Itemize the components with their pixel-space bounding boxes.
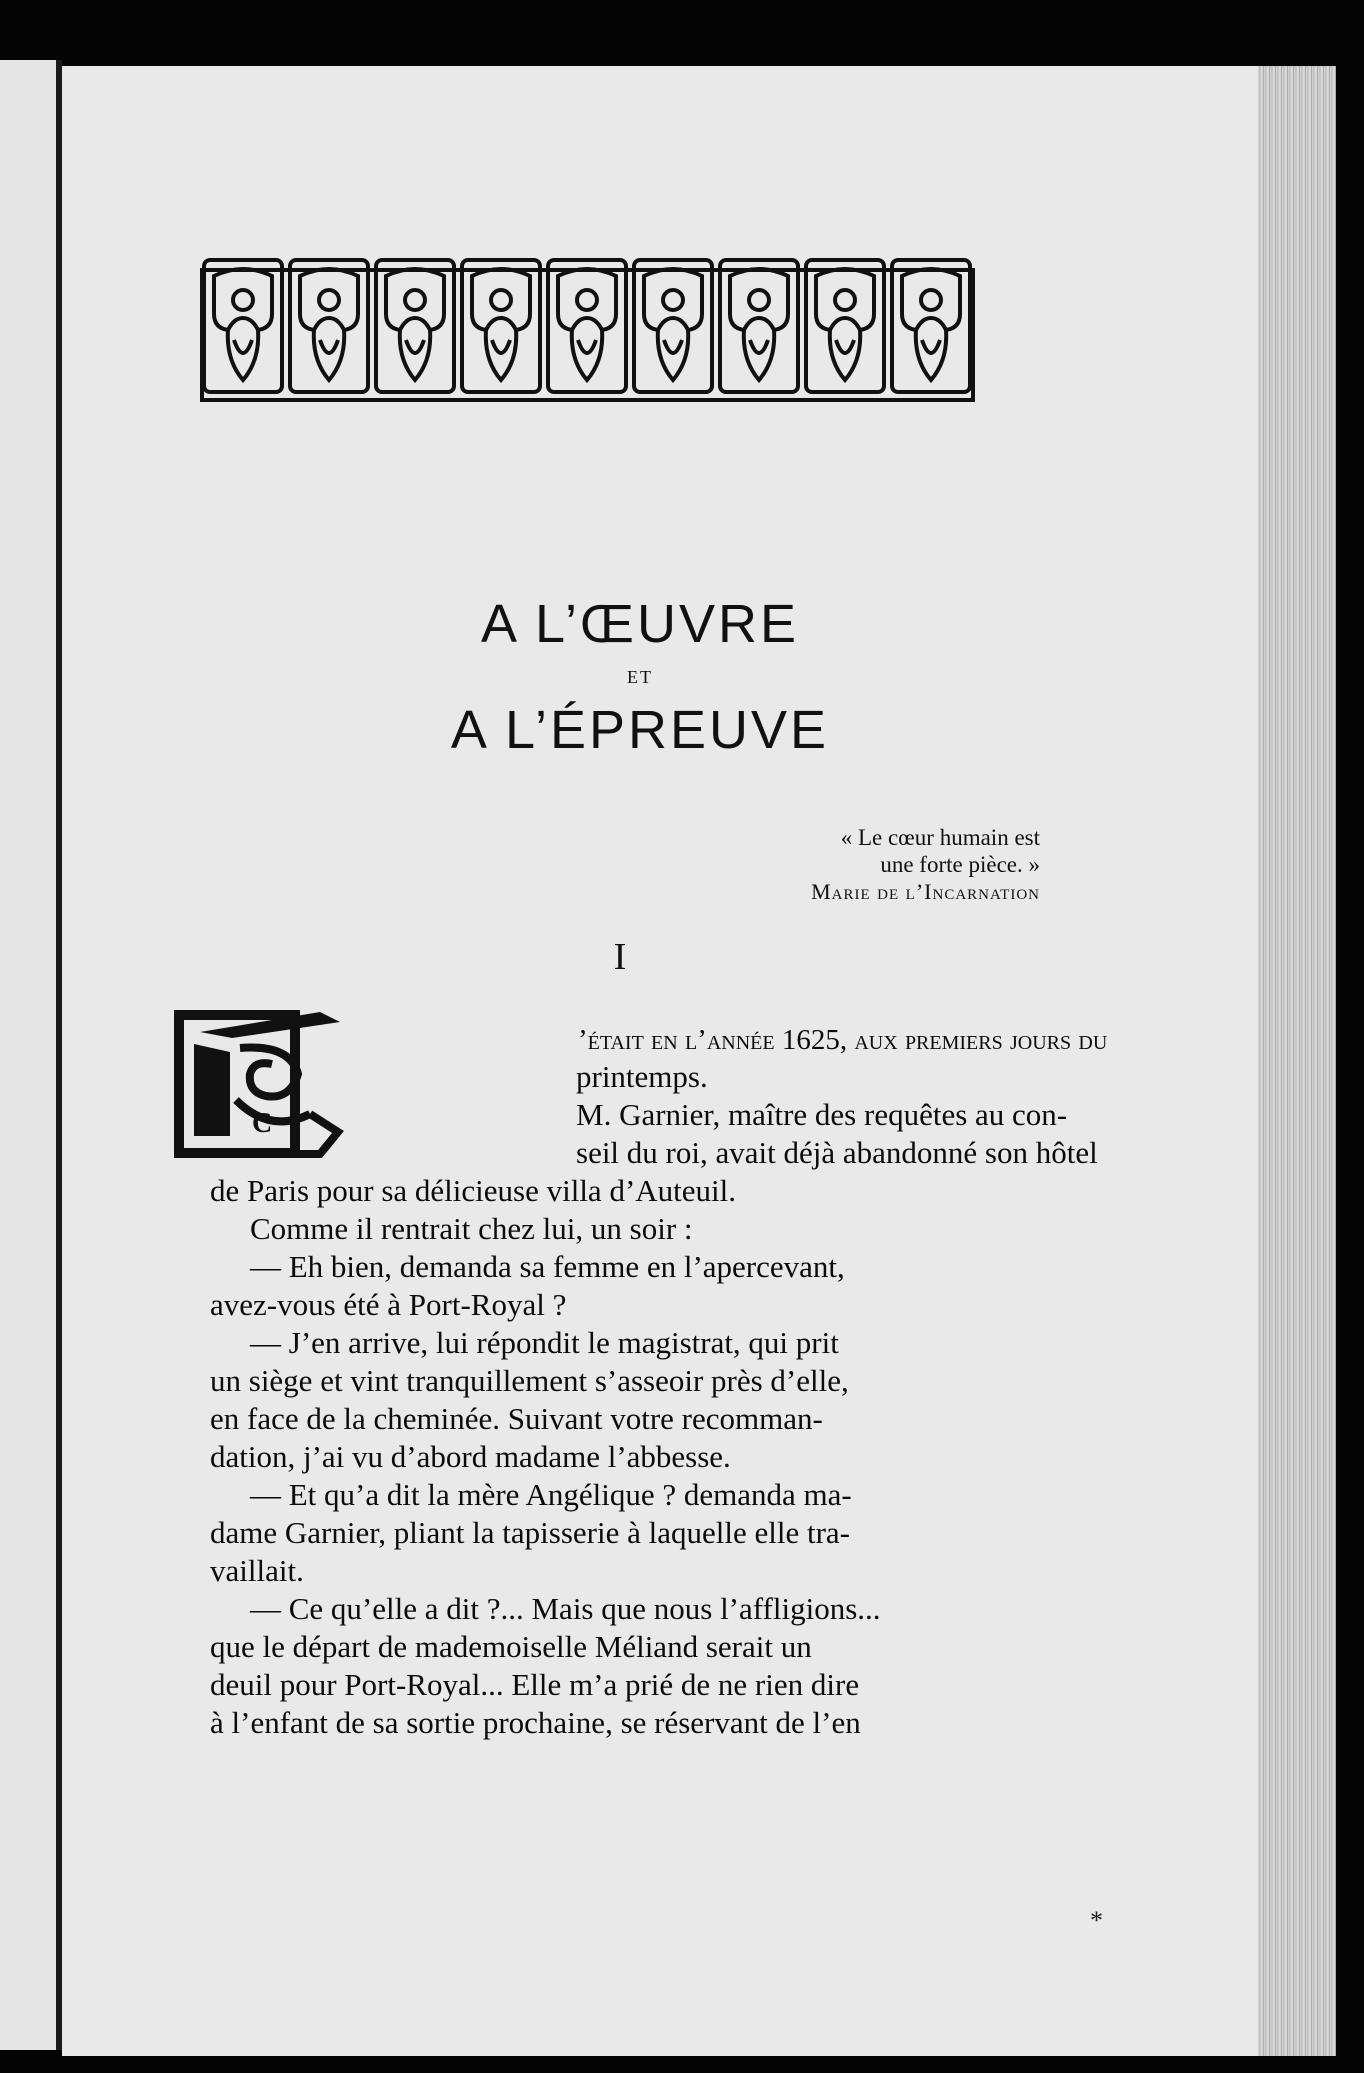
body-line: un siège et vint tranquillement s’asseoir près d’elle, (210, 1363, 849, 1398)
body-line: — Eh bien, demanda sa femme en l’apercevant, (250, 1249, 845, 1284)
epigraph-author: Marie de l’Incarnation (811, 879, 1040, 904)
page-stack-edges (1258, 66, 1336, 2056)
previous-page-edge (0, 60, 56, 2050)
chapter-number: I (613, 936, 627, 978)
body-line: à l’enfant de sa sortie prochaine, se réservant de l’en (210, 1705, 861, 1740)
body-text (210, 1020, 1108, 1742)
body-line: — Ce qu’elle a dit ?... Mais que nous l’affligions... (250, 1591, 881, 1626)
body-line: seil du roi, avait déjà abandonné son hôtel (576, 1135, 1098, 1170)
epigraph-line-1: « Le cœur humain est (840, 825, 1040, 850)
headpiece-ornament (200, 256, 975, 402)
chapter-title (300, 592, 980, 762)
body-line: vaillait. (210, 1553, 304, 1588)
title-conjunction: ET (627, 667, 653, 687)
epigraph (680, 824, 1040, 905)
body-line: M. Garnier, maître des requêtes au con- (576, 1097, 1068, 1132)
title-line-2: A L’ÉPREUVE (450, 700, 830, 760)
body-line: — J’en arrive, lui répondit le magistrat, qui prit (250, 1325, 839, 1360)
body-line: dame Garnier, pliant la tapisserie à laquelle elle tra- (210, 1515, 850, 1550)
body-line: de Paris pour sa délicieuse villa d’Auteuil. (210, 1173, 737, 1208)
title-line-1: A L’ŒUVRE (480, 594, 800, 654)
body-line: avez-vous été à Port-Royal ? (210, 1287, 567, 1322)
page-footer-mark: * (1090, 1906, 1103, 1935)
body-line: — Et qu’a dit la mère Angélique ? demanda ma- (250, 1477, 852, 1512)
body-line: Comme il rentrait chez lui, un soir : (250, 1211, 693, 1246)
body-line: en face de la cheminée. Suivant votre recomman- (210, 1401, 823, 1436)
epigraph-line-2: une forte pièce. » (880, 852, 1040, 877)
dropcap-glyph: C (252, 1108, 273, 1139)
body-line: ’était en l’année 1625, aux premiers jours du (578, 1024, 1108, 1056)
body-line: printemps. (576, 1059, 708, 1094)
body-line: dation, j’ai vu d’abord madame l’abbesse. (210, 1439, 731, 1474)
body-line: que le départ de mademoiselle Méliand serait un (210, 1629, 812, 1664)
body-line: deuil pour Port-Royal... Elle m’a prié de ne rien dire (210, 1667, 860, 1702)
